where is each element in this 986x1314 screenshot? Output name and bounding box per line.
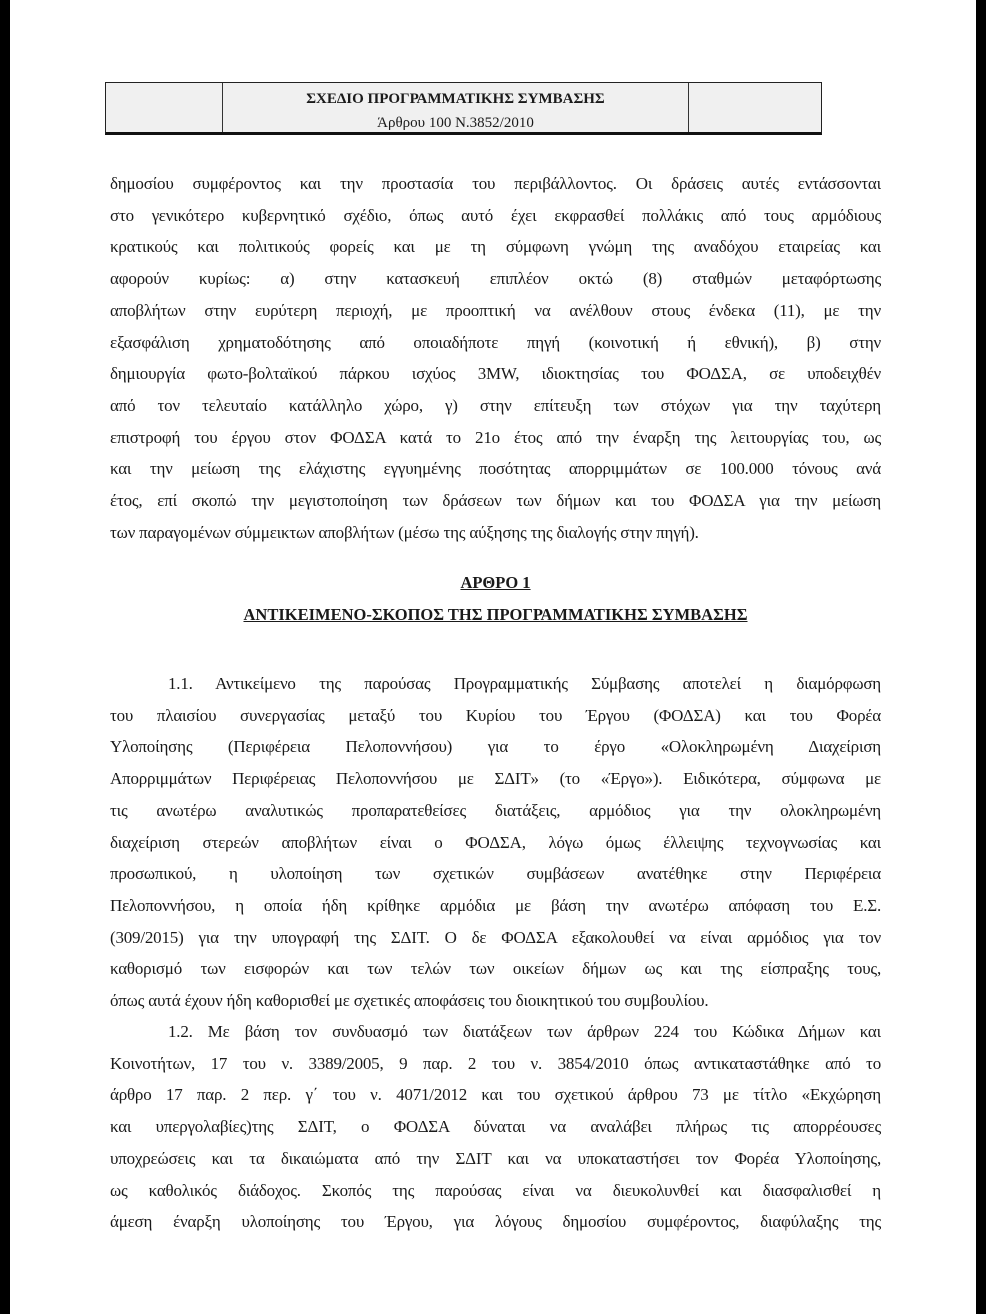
text-line: Πελοποννήσου, η οποία ήδη κρίθηκε αρμόδια με βάση την ανωτέρω απόφαση του Ε.Σ. <box>110 895 881 915</box>
paragraph-1-1 <box>110 668 881 1017</box>
paragraph-1-2 <box>110 1016 881 1238</box>
header-cell-left <box>106 83 223 132</box>
text-line: εξασφάλιση χρηματοδότησης από οποιαδήποτε πηγή (κοινοτική ή εθνική), β) στην <box>110 332 881 352</box>
text-line: τις ανωτέρω αναλυτικώς προπαρατεθείσες διατάξεις, αρμόδιος για την ολοκληρωμένη <box>110 800 881 820</box>
text-line: αποβλήτων στην ευρύτερη περιοχή, με προοπτική να ανέλθουν στους ένδεκα (11), με την <box>110 300 881 320</box>
article-title: ΑΝΤΙΚΕΙΜΕΝΟ-ΣΚΟΠΟΣ ΤΗΣ ΠΡΟΓΡΑΜΜΑΤΙΚΗΣ ΣΥΜΒΑΣΗΣ <box>243 605 748 624</box>
text-line: και υπεργολαβίες)της ΣΔΙΤ, ο ΦΟΔΣΑ δύναται να αναλάβει πλήρως τις απορρέουσες <box>110 1117 881 1137</box>
text-line: στο γενικότερο κυβερνητικό σχέδιο, όπως αυτό έχει εκφρασθεί πολλάκις από τους αρμόδιους <box>110 205 881 225</box>
document-page <box>10 0 976 1314</box>
text-line: 1.1. Αντικείμενο της παρούσας Προγραμματικής Σύμβασης αποτελεί η διαμόρφωση <box>168 674 881 693</box>
text-line: έτος, επί σκοπώ την μεγιστοποίηση των δράσεων των δήμων και του ΦΟΔΣΑ για την μείωση <box>110 491 881 511</box>
text-line: υποχρεώσεις και τα δικαιώματα από την ΣΔΙΤ και να υποκαταστήσει τον Φορέα Υλοποίησης, <box>110 1148 881 1168</box>
text-line: κρατικούς και πολιτικούς φορείς και με τη σύμφωνη γνώμη της αναδόχου εταιρείας και <box>110 237 881 257</box>
text-line: διαχείριση στερεών αποβλήτων είναι ο ΦΟΔΣΑ, λόγω όμως έλλειψης τεχνογνωσίας και <box>110 832 881 852</box>
header-subtitle: Άρθρου 100 Ν.3852/2010 <box>377 115 534 131</box>
header-table <box>105 82 822 135</box>
text-line: δημιουργία φωτο-βολταϊκού πάρκου ισχύος 3MW, ιδιοκτησίας του ΦΟΔΣΑ, σε υποδειχθέν <box>110 364 881 384</box>
text-line: ως καθολικός διάδοχος. Σκοπός της παρούσας είναι να διευκολυνθεί και διασφαλισθεί η <box>110 1180 881 1200</box>
text-line: καθορισμό των εισφορών και των τελών των οικείων δήμων ως και της είσπραξης τους, <box>110 959 881 979</box>
header-title: ΣΧΕΔΙΟ ΠΡΟΓΡΑΜΜΑΤΙΚΗΣ ΣΥΜΒΑΣΗΣ <box>306 91 605 107</box>
text-line: του πλαισίου συνεργασίας μεταξύ του Κυρίου του Έργου (ΦΟΔΣΑ) και του Φορέα <box>110 705 881 725</box>
text-line: Υλοποίησης (Περιφέρεια Πελοποννήσου) για το έργο «Ολοκληρωμένη Διαχείριση <box>110 737 881 757</box>
article-number: ΑΡΘΡΟ 1 <box>460 573 531 592</box>
text-line: άμεση έναρξη υλοποίησης του Έργου, για λόγους δημοσίου συμφέροντος, διαφύλαξης της <box>110 1212 881 1232</box>
text-line: από τον τελευταίο κατάλληλο χώρο, γ) στην επίτευξη των στόχων για την ταχύτερη <box>110 395 881 415</box>
text-line: Κοινοτήτων, 17 του ν. 3389/2005, 9 παρ. 2 του ν. 3854/2010 όπως αντικαταστάθηκε από το <box>110 1053 881 1073</box>
text-line: και την μείωση της ελάχιστης εγγυημένης ποσότητας απορριμμάτων σε 100.000 τόνους ανά <box>110 459 881 479</box>
header-cell-center <box>223 83 689 132</box>
header-cell-right <box>689 83 821 132</box>
intro-paragraph <box>110 168 881 548</box>
text-line: Απορριμμάτων Περιφέρειας Πελοποννήσου με ΣΔΙΤ» (το «Έργο»). Ειδικότερα, σύμφωνα με <box>110 769 881 789</box>
text-line: αφορούν κυρίως: α) στην κατασκευή επιπλέον οκτώ (8) σταθμών μεταφόρτωσης <box>110 269 881 289</box>
text-line: (309/2015) για την υπογραφή της ΣΔΙΤ. Ο δε ΦΟΔΣΑ εξακολουθεί να είναι αρμόδιος για τον <box>110 927 881 947</box>
text-line: επιστροφή του έργου στον ΦΟΔΣΑ κατά το 21ο έτος από την έναρξη της λειτουργίας του, ως <box>110 427 881 447</box>
text-line: δημοσίου συμφέροντος και την προστασία του περιβάλλοντος. Οι δράσεις αυτές εντάσσονται <box>110 174 881 193</box>
text-line: των παραγομένων σύμμεικτων αποβλήτων (μέσω της αύξησης της διαλογής στην πηγή). <box>110 522 699 542</box>
text-line: όπως αυτά έχουν ήδη καθορισθεί με σχετικές αποφάσεις του διοικητικού του συμβουλίου. <box>110 991 709 1011</box>
text-line: 1.2. Με βάση τον συνδυασμό των διατάξεων των άρθρων 224 του Κώδικα Δήμων και <box>168 1022 881 1041</box>
text-line: προσωπικού, η υλοποίηση των σχετικών συμβάσεων ανατέθηκε στην Περιφέρεια <box>110 864 881 884</box>
text-line: άρθρο 17 παρ. 2 περ. γ΄ του ν. 4071/2012 και του σχετικού άρθρου 73 με τίτλο «Εκχώρηση <box>110 1085 881 1105</box>
